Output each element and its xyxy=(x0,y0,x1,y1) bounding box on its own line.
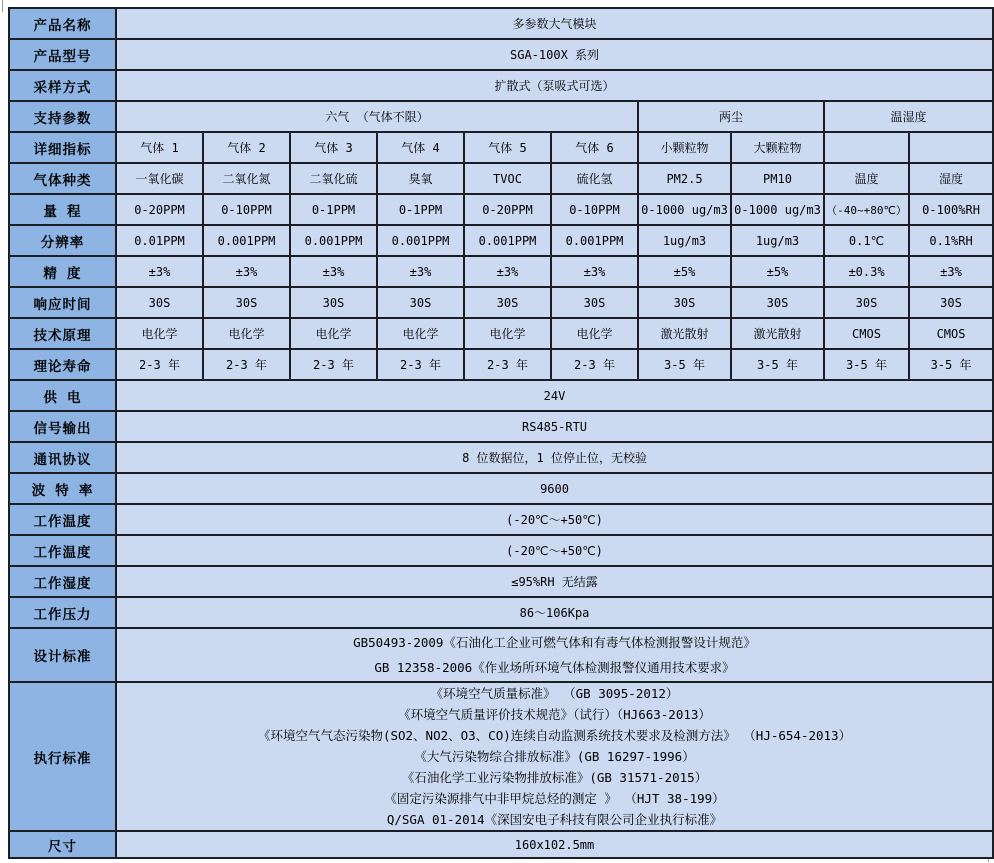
row-label: 精 度 xyxy=(9,256,116,287)
row-label: 设计标准 xyxy=(9,628,116,682)
spec-cell: 30S xyxy=(909,287,993,318)
row-label: 工作温度 xyxy=(9,535,116,566)
spec-cell: ±3% xyxy=(116,256,203,287)
spec-cell: 0-10PPM xyxy=(551,194,638,225)
spec-cell: ±5% xyxy=(638,256,731,287)
spec-cell: 温度 xyxy=(824,163,909,194)
spec-cell: 电化学 xyxy=(203,318,290,349)
size-value: 160x102.5mm xyxy=(116,831,993,858)
spec-cell: 0-10PPM xyxy=(203,194,290,225)
spec-cell: 0-1000 ug/m3 xyxy=(731,194,824,225)
spec-cell: 电化学 xyxy=(551,318,638,349)
spec-cell: 2-3 年 xyxy=(116,349,203,380)
spec-cell: ±3% xyxy=(909,256,993,287)
spec-cell: TVOC xyxy=(464,163,551,194)
baud-rate-value: 9600 xyxy=(116,473,993,504)
spec-cell: 1ug/m3 xyxy=(638,225,731,256)
row-supported-params xyxy=(9,101,993,132)
spec-cell: 3-5 年 xyxy=(909,349,993,380)
row-detail-index xyxy=(9,132,993,163)
working-temp-value-1: (-20℃～+50℃) xyxy=(116,504,993,535)
spec-cell: 30S xyxy=(731,287,824,318)
spec-cell: 气体 5 xyxy=(464,132,551,163)
spec-cell: 气体 6 xyxy=(551,132,638,163)
spec-cell: 2-3 年 xyxy=(290,349,377,380)
spec-cell: 电化学 xyxy=(464,318,551,349)
spec-cell: 大颗粒物 xyxy=(731,132,824,163)
row-label: 详细指标 xyxy=(9,132,116,163)
spec-cell: ±3% xyxy=(290,256,377,287)
spec-cell: 2-3 年 xyxy=(551,349,638,380)
spec-cell: 0.001PPM xyxy=(290,225,377,256)
row-label: 理论寿命 xyxy=(9,349,116,380)
param-group-dust: 两尘 xyxy=(638,101,824,132)
spec-cell: 二氧化硫 xyxy=(290,163,377,194)
standard-line: GB50493-2009《石油化工企业可燃气体和有毒气体检测报警设计规范》 xyxy=(353,635,756,650)
row-label: 支持参数 xyxy=(9,101,116,132)
spec-cell: 电化学 xyxy=(116,318,203,349)
standard-line: Q/SGA 01-2014《深国安电子科技有限公司企业执行标准》 xyxy=(386,812,723,827)
standard-line: GB 12358-2006《作业场所环境气体检测报警仪通用技术要求》 xyxy=(374,660,735,675)
spec-cell: 2-3 年 xyxy=(464,349,551,380)
spec-cell: 2-3 年 xyxy=(377,349,464,380)
spec-cell: 硫化氢 xyxy=(551,163,638,194)
row-response-time xyxy=(9,287,993,318)
row-label: 通讯协议 xyxy=(9,442,116,473)
row-label: 产品型号 xyxy=(9,39,116,70)
protocol-value: 8 位数据位，1 位停止位，无校验 xyxy=(116,442,993,473)
row-working-temp-1 xyxy=(9,504,993,535)
spec-cell: 3-5 年 xyxy=(638,349,731,380)
row-resolution xyxy=(9,225,993,256)
spec-cell: 小颗粒物 xyxy=(638,132,731,163)
row-label: 采样方式 xyxy=(9,70,116,101)
spec-cell: 30S xyxy=(464,287,551,318)
spec-cell: 0.1%RH xyxy=(909,225,993,256)
row-design-standards xyxy=(9,628,993,682)
spec-cell: 臭氧 xyxy=(377,163,464,194)
row-label: 尺寸 xyxy=(9,831,116,858)
row-working-temp-2 xyxy=(9,535,993,566)
row-label: 信号输出 xyxy=(9,411,116,442)
spec-cell: 0-1PPM xyxy=(377,194,464,225)
row-product-model xyxy=(9,39,993,70)
spec-cell: 湿度 xyxy=(909,163,993,194)
spec-cell xyxy=(824,132,909,163)
row-signal-output xyxy=(9,411,993,442)
row-label: 响应时间 xyxy=(9,287,116,318)
spec-cell: ±3% xyxy=(203,256,290,287)
spec-cell: 0.001PPM xyxy=(377,225,464,256)
screen-artifact-topleft xyxy=(2,0,3,12)
row-product-name xyxy=(9,8,993,39)
spec-cell: PM2.5 xyxy=(638,163,731,194)
spec-cell: 1ug/m3 xyxy=(731,225,824,256)
row-label: 量 程 xyxy=(9,194,116,225)
row-working-humidity xyxy=(9,566,993,597)
row-label: 工作压力 xyxy=(9,597,116,628)
row-power xyxy=(9,380,993,411)
standard-line: 《石油化学工业污染物排放标准》(GB 31571-2015） xyxy=(401,770,708,785)
spec-cell: 0-100%RH xyxy=(909,194,993,225)
spec-cell xyxy=(909,132,993,163)
product-model-value: SGA-100X 系列 xyxy=(116,39,993,70)
row-baud-rate xyxy=(9,473,993,504)
spec-cell: ±3% xyxy=(551,256,638,287)
row-label: 供 电 xyxy=(9,380,116,411)
spec-cell: 0-20PPM xyxy=(116,194,203,225)
spec-cell: 30S xyxy=(116,287,203,318)
spec-cell: 气体 4 xyxy=(377,132,464,163)
row-executive-standards xyxy=(9,682,993,831)
row-protocol xyxy=(9,442,993,473)
spec-cell: ±3% xyxy=(377,256,464,287)
spec-cell: 0.001PPM xyxy=(464,225,551,256)
design-standards-value xyxy=(116,628,993,682)
spec-cell: 3-5 年 xyxy=(824,349,909,380)
spec-cell: CMOS xyxy=(824,318,909,349)
row-label: 工作温度 xyxy=(9,504,116,535)
spec-cell: 30S xyxy=(203,287,290,318)
row-label: 波 特 率 xyxy=(9,473,116,504)
working-temp-value-2: (-20℃～+50℃) xyxy=(116,535,993,566)
spec-cell: CMOS xyxy=(909,318,993,349)
param-group-temp-humidity: 温湿度 xyxy=(824,101,993,132)
spec-cell: 电化学 xyxy=(290,318,377,349)
sampling-method-value: 扩散式（泵吸式可选） xyxy=(116,70,993,101)
spec-cell: 0.01PPM xyxy=(116,225,203,256)
signal-output-value: RS485-RTU xyxy=(116,411,993,442)
executive-standards-value xyxy=(116,682,993,831)
standard-line: 《大气污染物综合排放标准》(GB 16297-1996） xyxy=(414,749,695,764)
spec-cell: PM10 xyxy=(731,163,824,194)
standard-line: 《环境空气气态污染物(SO2、NO2、O3、CO)连续自动监测系统技术要求及检测方法》 （HJ-654-2013） xyxy=(257,728,852,743)
standard-line: 《环境空气质量标准》 （GB 3095-2012） xyxy=(430,686,679,701)
row-gas-type xyxy=(9,163,993,194)
spec-cell: 0.1℃ xyxy=(824,225,909,256)
spec-cell: 气体 3 xyxy=(290,132,377,163)
spec-cell: 0-1000 ug/m3 xyxy=(638,194,731,225)
standard-line: 《固定污染源排气中非甲烷总烃的测定 》 （HJT 38-199） xyxy=(384,791,725,806)
spec-cell: 激光散射 xyxy=(638,318,731,349)
row-technology xyxy=(9,318,993,349)
standard-line: 《环境空气质量评价技术规范》（试行）（HJ663-2013） xyxy=(398,707,711,722)
row-accuracy xyxy=(9,256,993,287)
spec-cell: 3-5 年 xyxy=(731,349,824,380)
spec-cell: 0.001PPM xyxy=(203,225,290,256)
row-working-pressure xyxy=(9,597,993,628)
power-value: 24V xyxy=(116,380,993,411)
row-range xyxy=(9,194,993,225)
row-size xyxy=(9,831,993,858)
product-name-value: 多参数大气模块 xyxy=(116,8,993,39)
spec-cell: ±0.3% xyxy=(824,256,909,287)
row-label: 执行标准 xyxy=(9,682,116,831)
spec-cell: 30S xyxy=(638,287,731,318)
spec-cell: ±3% xyxy=(464,256,551,287)
row-label: 技术原理 xyxy=(9,318,116,349)
row-sampling-method xyxy=(9,70,993,101)
spec-cell: 2-3 年 xyxy=(203,349,290,380)
spec-cell: 激光散射 xyxy=(731,318,824,349)
spec-cell: 气体 2 xyxy=(203,132,290,163)
spec-cell: （-40~+80℃） xyxy=(824,194,909,225)
row-label: 分辨率 xyxy=(9,225,116,256)
param-group-gases: 六气 （气体不限） xyxy=(116,101,638,132)
spec-cell: 30S xyxy=(377,287,464,318)
spec-table xyxy=(8,7,994,859)
row-label: 产品名称 xyxy=(9,8,116,39)
spec-cell: 30S xyxy=(290,287,377,318)
spec-cell: ±5% xyxy=(731,256,824,287)
spec-cell: 0-20PPM xyxy=(464,194,551,225)
spec-cell: 30S xyxy=(551,287,638,318)
spec-cell: 0-1PPM xyxy=(290,194,377,225)
spec-cell: 一氧化碳 xyxy=(116,163,203,194)
spec-cell: 气体 1 xyxy=(116,132,203,163)
working-pressure-value: 86～106Kpa xyxy=(116,597,993,628)
spec-cell: 0.001PPM xyxy=(551,225,638,256)
row-label: 工作湿度 xyxy=(9,566,116,597)
row-label: 气体种类 xyxy=(9,163,116,194)
row-lifetime xyxy=(9,349,993,380)
spec-cell: 电化学 xyxy=(377,318,464,349)
spec-cell: 二氧化氮 xyxy=(203,163,290,194)
working-humidity-value: ≤95%RH 无结露 xyxy=(116,566,993,597)
spec-cell: 30S xyxy=(824,287,909,318)
